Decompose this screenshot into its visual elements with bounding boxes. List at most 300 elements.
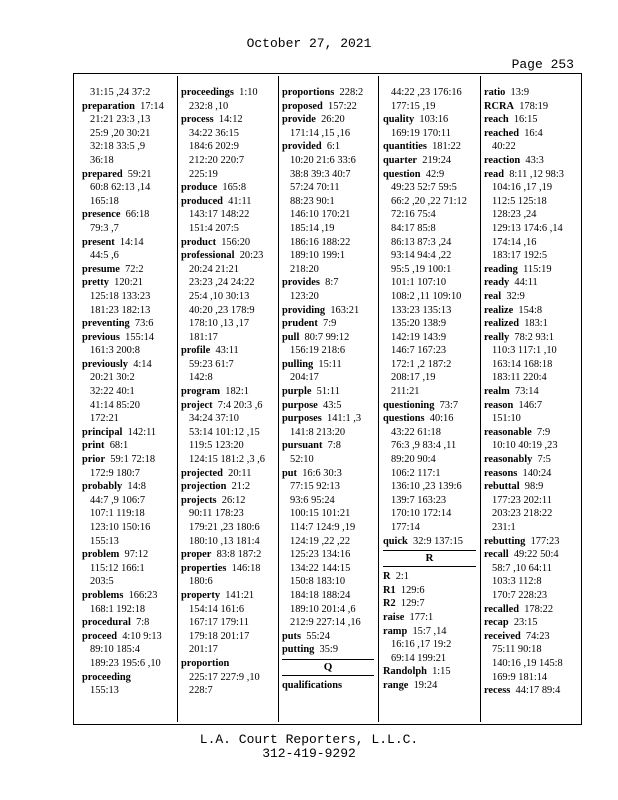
page-reference-line: 181:23 182:13 (90, 304, 151, 316)
page-reference-line: 170:7 228:23 (492, 589, 548, 601)
index-entry (181, 344, 274, 358)
page-reference: 83:8 187:2 (211, 549, 262, 561)
index-entry (484, 154, 579, 168)
index-entry (181, 181, 274, 195)
page-reference-line: 124:15 181:2 ,3 ,6 (189, 454, 265, 466)
page-reference-line: 40:22 (492, 141, 516, 153)
section-letter: R (383, 550, 476, 567)
page-reference: 23:15 (508, 617, 538, 629)
index-term: print (82, 440, 105, 452)
column-divider (378, 76, 379, 722)
index-entry (484, 630, 579, 644)
index-term: proceed (82, 630, 118, 642)
page-reference-line: 115:12 166:1 (90, 562, 145, 574)
page-reference: 129:7 (395, 598, 425, 610)
page-reference-line: 172:9 180:7 (90, 467, 140, 479)
index-term: reading (484, 263, 518, 275)
index-term: present (82, 236, 115, 248)
index-term: reasonable (484, 426, 532, 438)
page-reference: 78:2 93:1 (509, 331, 554, 343)
page-reference: 8:11 ,12 98:3 (504, 168, 564, 180)
page-reference-line: 49:23 52:7 59:5 (391, 182, 457, 194)
footer-company: L.A. Court Reporters, L.L.C. (199, 732, 419, 747)
page-reference-line: 174:14 ,16 (492, 236, 537, 248)
page-reference-line: 169:19 170:11 (391, 127, 451, 139)
index-entry (282, 113, 374, 127)
index-term: proportions (282, 87, 335, 98)
index-column-3 (282, 86, 374, 693)
index-entry (484, 385, 579, 399)
page-reference: 181:22 (426, 141, 461, 153)
page-reference: 15:11 (313, 358, 342, 370)
page-reference: 7:4 20:3 ,6 (212, 399, 263, 411)
index-entry (82, 208, 174, 222)
index-term: recap (484, 617, 509, 629)
page-reference-line: 211:21 (391, 386, 420, 398)
index-term: recalled (484, 603, 520, 615)
index-term: product (181, 236, 217, 248)
index-entry (181, 494, 274, 508)
page-reference-line: 208:17 ,19 (391, 372, 436, 384)
index-term: reason (484, 399, 514, 411)
page-reference: 20:11 (222, 467, 252, 479)
page-reference: 80:7 99:12 (299, 331, 350, 343)
page-reference-line: 150:8 183:10 (290, 576, 346, 588)
page-reference-line: 203:23 218:22 (492, 508, 553, 520)
page-reference: 140:24 (517, 467, 552, 479)
index-term: question (383, 168, 421, 180)
page-reference-line: 139:7 163:23 (391, 494, 447, 506)
page-reference-line: 41:14 85:20 (90, 399, 140, 411)
index-term: provides (282, 277, 320, 289)
index-term: proportion (181, 657, 230, 669)
page-reference: 68:1 (104, 440, 129, 452)
page-reference: 7:8 (322, 440, 341, 452)
page-reference: 55:24 (301, 630, 330, 642)
page-reference-line: 75:11 90:18 (492, 644, 542, 656)
page-reference-line: 185:14 ,19 (290, 222, 335, 234)
page-reference-line: 146:7 167:23 (391, 345, 447, 357)
page-reference-line: 186:16 188:22 (290, 236, 351, 248)
index-term: pursuant (282, 440, 323, 452)
page-reference-line: 79:3 ,7 (90, 222, 119, 234)
page-reference: 156:20 (216, 236, 251, 248)
index-entry (484, 616, 579, 630)
index-entry (282, 86, 374, 100)
page-reference-line: 184:18 188:24 (290, 589, 351, 601)
page-reference: 7:5 (532, 454, 551, 466)
index-term: provide (282, 114, 316, 126)
index-entry (282, 467, 374, 481)
index-entry (181, 480, 274, 494)
index-term: pull (282, 331, 300, 343)
page-reference-line: 201:17 (189, 644, 218, 656)
index-term: prior (82, 454, 106, 466)
page-reference-line: 179:21 ,23 180:6 (189, 522, 260, 533)
page-reference: 43:5 (317, 399, 342, 411)
index-term: property (181, 589, 221, 601)
page-reference: 16:4 (519, 127, 543, 139)
page-reference-line: 231:1 (492, 522, 516, 533)
page-reference-line: 163:14 168:18 (492, 358, 553, 370)
page-reference: 14:14 (114, 236, 144, 248)
index-entry (282, 331, 374, 345)
index-term: really (484, 331, 510, 343)
index-term: recall (484, 549, 509, 561)
index-term: quick (383, 535, 408, 547)
page-reference: 73:14 (509, 386, 539, 398)
page-reference-line: 125:18 133:23 (90, 290, 151, 302)
index-term: real (484, 290, 502, 302)
column-divider (278, 76, 279, 722)
index-entry (282, 304, 374, 318)
page-reference-line: 31:15 ,24 37:2 (90, 87, 151, 98)
index-entry (82, 548, 174, 562)
page-reference-line: 169:9 181:14 (492, 671, 548, 683)
index-column-1 (82, 86, 174, 698)
page-reference: 165:8 (217, 182, 247, 194)
index-entry (82, 616, 174, 630)
page-reference-line: 34:22 36:15 (189, 127, 239, 139)
index-term: Randolph (383, 666, 427, 678)
page-reference-line: 171:14 ,15 ,16 (290, 127, 351, 139)
page-reference: 103:16 (414, 114, 449, 126)
page-reference: 14:12 (213, 114, 243, 126)
page-reference: 129:6 (395, 584, 425, 596)
index-entry (282, 643, 374, 657)
index-frame (73, 73, 582, 725)
index-entry (82, 671, 174, 685)
page-reference-line: 89:20 90:4 (391, 454, 436, 466)
page-reference: 43:3 (520, 154, 544, 166)
index-term: proceeding (82, 671, 131, 683)
index-entry (383, 611, 476, 625)
index-entry (82, 439, 174, 453)
index-term: projects (181, 494, 217, 506)
index-entry (282, 412, 374, 426)
index-entry (181, 113, 274, 127)
page-reference-line: 143:17 148:22 (189, 209, 250, 221)
page-reference-line: 77:15 92:13 (290, 481, 340, 493)
page-reference-line: 156:19 218:6 (290, 345, 346, 357)
page-reference-line: 110:3 117:1 ,10 (492, 345, 557, 357)
page-reference-line: 93:14 94:4 ,22 (391, 250, 452, 262)
page-reference-line: 95:5 ,19 100:1 (391, 263, 452, 275)
page-reference-line: 225:19 (189, 168, 218, 180)
index-entry (282, 385, 374, 399)
index-term: received (484, 630, 521, 642)
page-reference-line: 44:5 ,6 (90, 250, 119, 262)
page-reference-line: 100:15 101:21 (290, 508, 351, 520)
index-term: presence (82, 209, 121, 221)
index-entry (82, 480, 174, 494)
page-reference-line: 69:14 199:21 (391, 652, 447, 664)
page-reference: 44:17 89:4 (510, 685, 561, 697)
index-term: quality (383, 114, 415, 126)
page-reference-line: 106:2 117:1 (391, 467, 441, 479)
index-term: pulling (282, 358, 314, 370)
page-reference-line: 178:10 ,13 ,17 (189, 318, 250, 330)
page-reference: 177:23 (525, 535, 560, 547)
index-entry (181, 385, 274, 399)
index-entry (484, 480, 579, 494)
index-term: RCRA (484, 100, 515, 112)
index-term: R (383, 571, 391, 583)
index-term: preventing (82, 318, 130, 330)
index-entry (82, 453, 174, 467)
page-reference-line: 101:1 107:10 (391, 277, 447, 289)
index-term: questions (383, 413, 425, 425)
index-term: quarter (383, 154, 418, 166)
index-term: raise (383, 611, 405, 623)
index-column-2 (181, 86, 274, 698)
page-reference-line: 20:21 30:2 (90, 372, 135, 384)
index-entry (282, 439, 374, 453)
index-entry (282, 358, 374, 372)
page-reference-line: 20:24 21:21 (189, 263, 239, 275)
page-reference: 182:1 (220, 386, 249, 398)
page-reference-line: 114:7 124:9 ,19 (290, 522, 356, 533)
index-entry (383, 570, 476, 584)
page-reference-line: 161:3 200:8 (90, 345, 140, 357)
section-letter: Q (282, 659, 374, 676)
page-reference-line: 136:10 ,23 139:6 (391, 481, 462, 493)
index-term: projected (181, 467, 223, 479)
page-reference-line: 155:13 (90, 535, 119, 547)
page-reference-line: 203:5 (90, 576, 114, 588)
page-reference: 178:22 (519, 603, 554, 615)
page-reference-line: 183:17 192:5 (492, 250, 548, 262)
page-reference-line: 172:21 (90, 413, 119, 425)
page-reference: 115:19 (517, 263, 552, 275)
page-reference-line: 25:9 ,20 30:21 (90, 127, 151, 139)
index-term: purposes (282, 413, 322, 425)
index-entry (484, 304, 579, 318)
page-reference: 74:23 (520, 630, 550, 642)
page-reference: 98:9 (519, 481, 544, 493)
index-entry (383, 154, 476, 168)
page-reference: 42:9 (420, 168, 445, 180)
page-reference-line: 36:18 (90, 154, 114, 166)
index-column-4 (383, 86, 476, 693)
page-reference: 7:9 (317, 318, 337, 330)
index-term: put (282, 467, 298, 479)
page-reference: 4:14 (128, 358, 152, 370)
page-reference: 17:14 (134, 100, 164, 112)
page-reference: 43:11 (210, 345, 239, 357)
index-entry (383, 665, 476, 679)
index-entry (282, 630, 374, 644)
page-reference-line: 53:14 101:12 ,15 (189, 426, 260, 438)
index-entry (484, 603, 579, 617)
page-reference-line: 123:10 150:16 (90, 522, 151, 533)
index-entry (484, 548, 579, 562)
page-reference: 6:1 (321, 141, 341, 153)
index-entry (383, 399, 476, 413)
index-entry (484, 100, 579, 114)
index-term: reach (484, 114, 509, 126)
page-reference: 97:12 (119, 549, 149, 561)
index-entry (383, 625, 476, 639)
page-reference-line: 212:9 227:14 ,16 (290, 617, 361, 629)
page-reference: 163:21 (325, 304, 360, 316)
index-term: principal (82, 426, 123, 438)
index-entry (282, 276, 374, 290)
page-reference-line: 142:19 143:9 (391, 331, 447, 343)
page-reference-line: 124:19 ,22 ,22 (290, 535, 351, 547)
page-reference-line: 43:22 61:18 (391, 426, 441, 438)
index-entry (181, 589, 274, 603)
index-entry (484, 684, 579, 698)
page-reference: 157:22 (322, 100, 357, 112)
index-entry (484, 127, 579, 141)
index-entry (484, 263, 579, 277)
page-reference-line: 59:23 61:7 (189, 358, 234, 370)
page-reference-line: 172:1 ,2 187:2 (391, 358, 452, 370)
page-reference-line: 57:24 70:11 (290, 182, 340, 194)
index-entry (484, 168, 579, 182)
page-reference-line: 90:11 178:23 (189, 508, 244, 520)
index-term: proceedings (181, 87, 234, 98)
index-entry (383, 679, 476, 693)
page-reference-line: 10:10 40:19 ,23 (492, 440, 558, 452)
page-reference-line: 177:14 (391, 522, 420, 533)
index-term: putting (282, 644, 315, 656)
index-term: previous (82, 331, 120, 343)
index-entry (484, 399, 579, 413)
page-reference-line: 180:6 (189, 576, 213, 588)
index-entry (181, 236, 274, 250)
page-reference-line: 32:18 33:5 ,9 (90, 141, 146, 153)
page-reference-line: 44:22 ,23 176:16 (391, 87, 462, 98)
index-entry (282, 140, 374, 154)
page-reference-line: 165:18 (90, 195, 119, 207)
page-reference-line: 88:23 90:1 (290, 195, 335, 207)
index-entry (82, 168, 174, 182)
page-reference-line: 168:1 192:18 (90, 603, 146, 615)
page-reference: 32:9 (501, 290, 525, 302)
index-term: qualifications (282, 679, 343, 691)
page-reference-line: 154:14 161:6 (189, 603, 245, 615)
footer-phone: 312-419-9292 (262, 746, 356, 761)
index-term: pretty (82, 277, 109, 289)
index-entry (82, 630, 174, 644)
page-reference-line: 184:6 202:9 (189, 141, 239, 153)
page-reference: 141:1 ,3 (321, 413, 362, 425)
index-entry (181, 86, 274, 100)
page-reference-line: 155:13 (90, 685, 119, 697)
page-reference-line: 170:10 172:14 (391, 508, 452, 520)
index-term: project (181, 399, 213, 411)
index-term: properties (181, 562, 227, 574)
page-reference-line: 151:4 207:5 (189, 222, 239, 234)
page-reference-line: 181:17 (189, 331, 218, 343)
index-term: realize (484, 304, 514, 316)
page-reference-line: 180:10 ,13 181:4 (189, 535, 260, 547)
index-term: probably (82, 481, 123, 493)
index-term: range (383, 679, 409, 691)
page-reference: 40:16 (424, 413, 454, 425)
page-reference-line: 134:22 144:15 (290, 562, 351, 574)
index-term: prepared (82, 168, 123, 180)
page-reference-line: 103:3 112:8 (492, 576, 542, 588)
page-reference-line: 10:20 21:6 33:6 (290, 154, 356, 166)
page-reference-line: 129:13 174:6 ,14 (492, 222, 563, 234)
index-term: produced (181, 195, 223, 207)
index-entry (484, 467, 579, 481)
page-reference-line: 108:2 ,11 109:10 (391, 290, 462, 302)
page-reference-line: 232:8 ,10 (189, 100, 229, 112)
page-reference-line: 58:7 ,10 64:11 (492, 562, 552, 574)
index-term: proper (181, 549, 212, 561)
page-reference-line: 218:20 (290, 263, 319, 275)
index-term: reasons (484, 467, 518, 479)
page-reference-line: 60:8 62:13 ,14 (90, 182, 151, 194)
page-reference-line: 204:17 (290, 372, 319, 384)
page-reference-line: 146:10 170:21 (290, 209, 351, 221)
page-reference: 51:11 (311, 386, 340, 398)
page-reference-line: 128:23 ,24 (492, 209, 537, 221)
page-reference-line: 225:17 227:9 ,10 (189, 671, 260, 683)
index-term: problems (82, 589, 124, 601)
page-reference-line: 107:1 119:18 (90, 508, 145, 520)
index-entry (82, 317, 174, 331)
page-reference-line: 189:23 195:6 ,10 (90, 657, 161, 669)
index-term: R2 (383, 598, 396, 610)
page-reference: 4:10 9:13 (117, 630, 162, 642)
page-reference: 32:9 137:15 (407, 535, 463, 547)
index-term: profile (181, 345, 211, 357)
index-entry (383, 113, 476, 127)
page-reference: 8:7 (319, 277, 339, 289)
index-term: ready (484, 277, 510, 289)
index-entry (484, 113, 579, 127)
page-reference: 35:9 (314, 644, 339, 656)
index-entry (383, 584, 476, 598)
index-entry (181, 195, 274, 209)
page-reference-line: 112:5 125:18 (492, 195, 547, 207)
column-divider (177, 76, 178, 722)
index-entry (82, 276, 174, 290)
index-entry (484, 453, 579, 467)
page-reference: 59:1 72:18 (105, 454, 156, 466)
page-reference-line: 32:22 40:1 (90, 386, 135, 398)
page-reference-line: 140:16 ,19 145:8 (492, 657, 563, 669)
page-reference: 166:23 (123, 589, 158, 601)
index-term: proposed (282, 100, 323, 112)
page-reference: 142:11 (122, 426, 157, 438)
page-reference-line: 125:23 134:16 (290, 549, 351, 561)
page-reference: 26:12 (216, 494, 246, 506)
page-reference-line: 228:7 (189, 685, 213, 697)
index-entry (282, 399, 374, 413)
index-term: questioning (383, 399, 435, 411)
index-term: professional (181, 250, 235, 262)
page-reference-line: 189:10 201:4 ,6 (290, 603, 356, 615)
page-reference-line: 123:20 (290, 290, 319, 302)
page-reference: 2:1 (390, 571, 409, 583)
page-reference-line: 84:17 85:8 (391, 222, 436, 234)
index-entry (82, 358, 174, 372)
index-entry (484, 86, 579, 100)
index-term: preparation (82, 100, 135, 112)
page-reference: 26:20 (315, 114, 345, 126)
index-term: ramp (383, 625, 408, 637)
page-reference: 146:18 (226, 562, 261, 574)
page-reference: 228:2 (334, 87, 364, 98)
index-term: read (484, 168, 505, 180)
page-reference-line: 142:8 (189, 372, 213, 384)
